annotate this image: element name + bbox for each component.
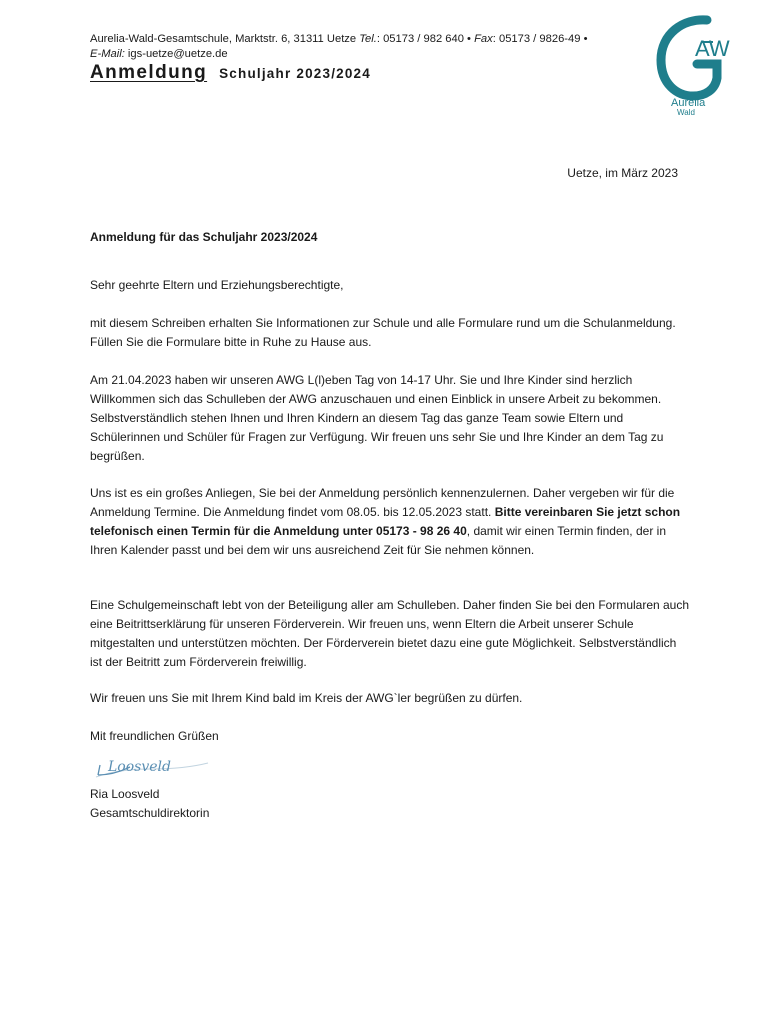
title-main: Anmeldung (90, 62, 208, 83)
fax-value: : 05173 / 9826-49 • (492, 33, 588, 45)
closing: Mit freundlichen Grüßen (90, 729, 219, 743)
letterhead-email-line (90, 46, 228, 62)
tel-label: Tel. (359, 33, 377, 45)
tel-value: : 05173 / 982 640 • (376, 33, 471, 45)
signer-name: Ria Loosveld (90, 787, 160, 801)
fax-label: Fax (474, 33, 493, 45)
letter-date: Uetze, im März 2023 (567, 166, 678, 180)
email-label: E-Mail: (90, 48, 125, 60)
school-logo (655, 12, 740, 117)
paragraph-1: mit diesem Schreiben erhalten Sie Informationen zur Schule und alle Formulare rund um die Schulanmeldung. Füllen Sie die Formulare bitte in Ruhe zu Hause aus. (90, 316, 676, 349)
signature (92, 747, 212, 785)
paragraph-3 (90, 484, 690, 560)
paragraph-4: Eine Schulgemeinschaft lebt von der Beteiligung aller am Schulleben. Daher finden Sie bei den Formularen auch eine Beitrittserklärung für unseren Förderverein. Wir freuen uns, wenn Eltern die Arbeit unserer Schule mitgestalten und unterstützen möchten. Der Förderverein bietet dazu eine gute Möglichkeit. Selbstverständlich ist der Beitritt zum Förderverein freiwillig. (90, 598, 690, 669)
signer-block (90, 785, 209, 823)
paragraph-3-bold: Bitte vereinbaren Sie jetzt schon telefonisch einen Termin für die Anmeldung unter 05173 - 98 26 40 (90, 505, 681, 538)
document-title (90, 62, 371, 84)
school-address: Aurelia-Wald-Gesamtschule, Marktstr. 6, 31311 Uetze (90, 33, 360, 45)
signature-text: Loosveld (108, 759, 171, 775)
letterhead-address-line (90, 31, 587, 47)
logo-letters: AW (695, 36, 730, 61)
logo-caption-wald: Wald (677, 108, 695, 117)
paragraph-2: Am 21.04.2023 haben wir unseren AWG L(l)eben Tag von 14-17 Uhr. Sie und Ihre Kinder sind herzlich Willkommen sich das Schulleben der AWG anzuschauen und einen Einblick in unsere Arbeit zu bekommen. Selbstverständlich stehen Ihnen und Ihren Kindern an diesem Tag das ganze Team sowie Eltern und Schülerinnen und Schüler für Fragen zur Verfügung. Wir freuen uns sehr Sie und Ihre Kinder an dem Tag zu begrüßen. (90, 373, 664, 463)
paragraph-3-part-a: Uns ist es ein großes Anliegen, Sie bei der Anmeldung persönlich kennenzulernen. Daher vergeben wir für die Anmeldung Termine. Die Anmeldung findet vom 08.05. bis 12.05.2023 statt. (90, 486, 675, 519)
logo-caption-aurelia: Aurelia (671, 97, 706, 109)
salutation: Sehr geehrte Eltern und Erziehungsberechtigte, (90, 278, 344, 292)
paragraph-3-part-b: , damit wir einen Termin finden, der in Ihren Kalender passt und bei dem wir uns ausreichend Zeit für Sie nehmen können. (90, 524, 666, 557)
paragraph-5: Wir freuen uns Sie mit Ihrem Kind bald im Kreis der AWG`ler begrüßen zu dürfen. (90, 691, 523, 705)
title-school-year: Schuljahr 2023/2024 (219, 66, 371, 81)
letter-subject: Anmeldung für das Schuljahr 2023/2024 (90, 230, 318, 244)
signer-title: Gesamtschuldirektorin (90, 806, 210, 820)
email-value: igs-uetze@uetze.de (124, 48, 228, 60)
